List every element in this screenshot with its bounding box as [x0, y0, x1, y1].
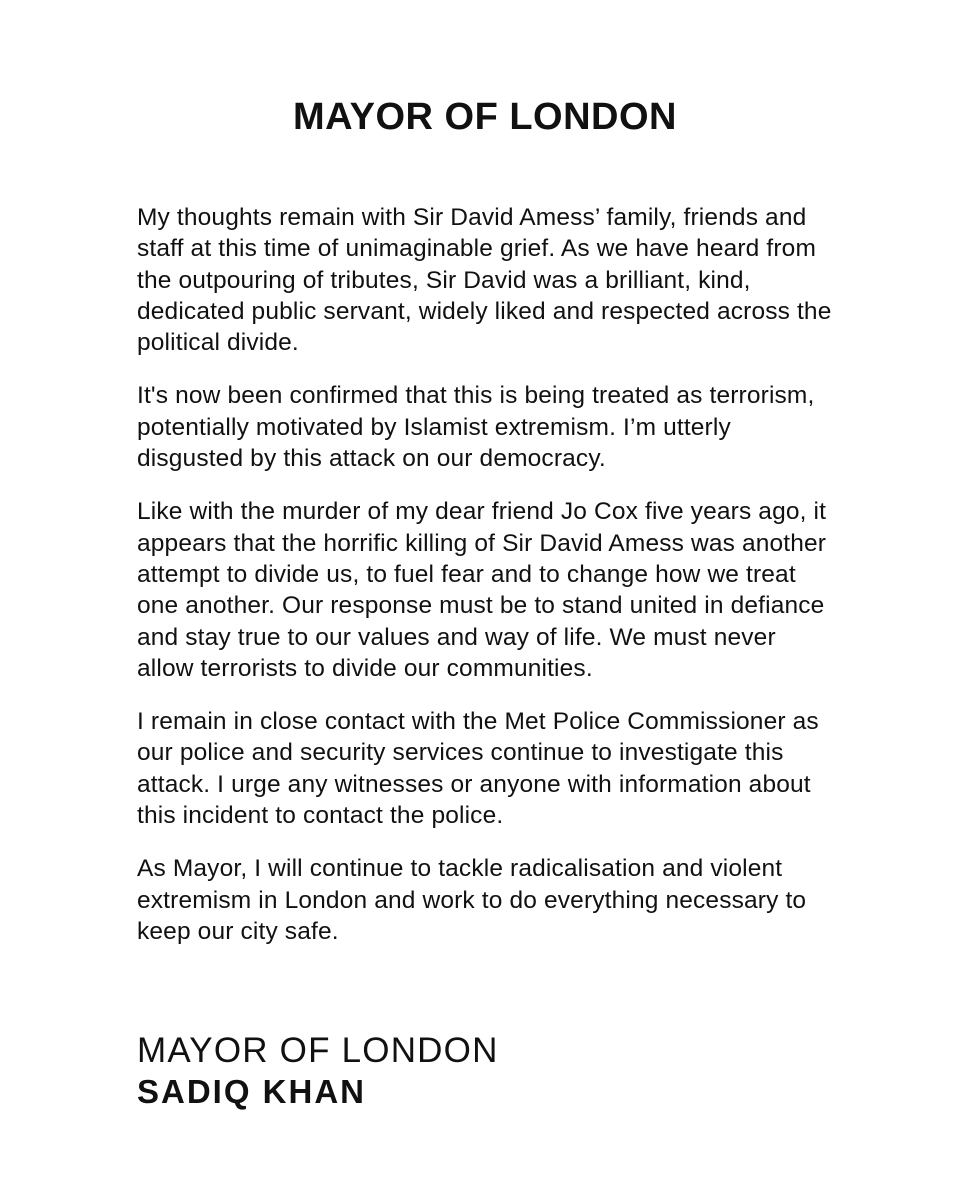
statement-paragraph-4: I remain in close contact with the Met Police Commissioner as our police and security services continue to investigate this attack. I urge any witnesses or anyone with information about this incident to contact the police. — [137, 708, 819, 830]
statement-paragraph-2: It's now been confirmed that this is being treated as terrorism, potentially motivated by Islamist extremism. I’m utterly disgusted by this attack on our democracy. — [137, 382, 815, 473]
statement-paragraph-1: My thoughts remain with Sir David Amess’ family, friends and staff at this time of unimaginable grief. As we have heard from the outpouring of tributes, Sir David was a brilliant, kind, dedicated public servant, widely liked and respected across the political divide. — [137, 204, 832, 357]
statement-paragraph-5: As Mayor, I will continue to tackle radicalisation and violent extremism in London and work to do everything necessary to keep our city safe. — [137, 855, 807, 945]
signature-name: SADIQ KHAN — [137, 1073, 367, 1110]
signature-block — [137, 1030, 837, 1112]
signature-office: MAYOR OF LONDON — [137, 1031, 499, 1070]
page-title: MAYOR OF LONDON — [293, 96, 677, 138]
statement-paragraph-3: Like with the murder of my dear friend Jo Cox five years ago, it appears that the horrific killing of Sir David Amess was another attempt to divide us, to fuel fear and to change how we treat one another. Our response must be to stand united in defiance and stay true to our values and way of life. We must never allow terrorists to divide our communities. — [137, 498, 827, 682]
statement-body — [137, 202, 837, 969]
